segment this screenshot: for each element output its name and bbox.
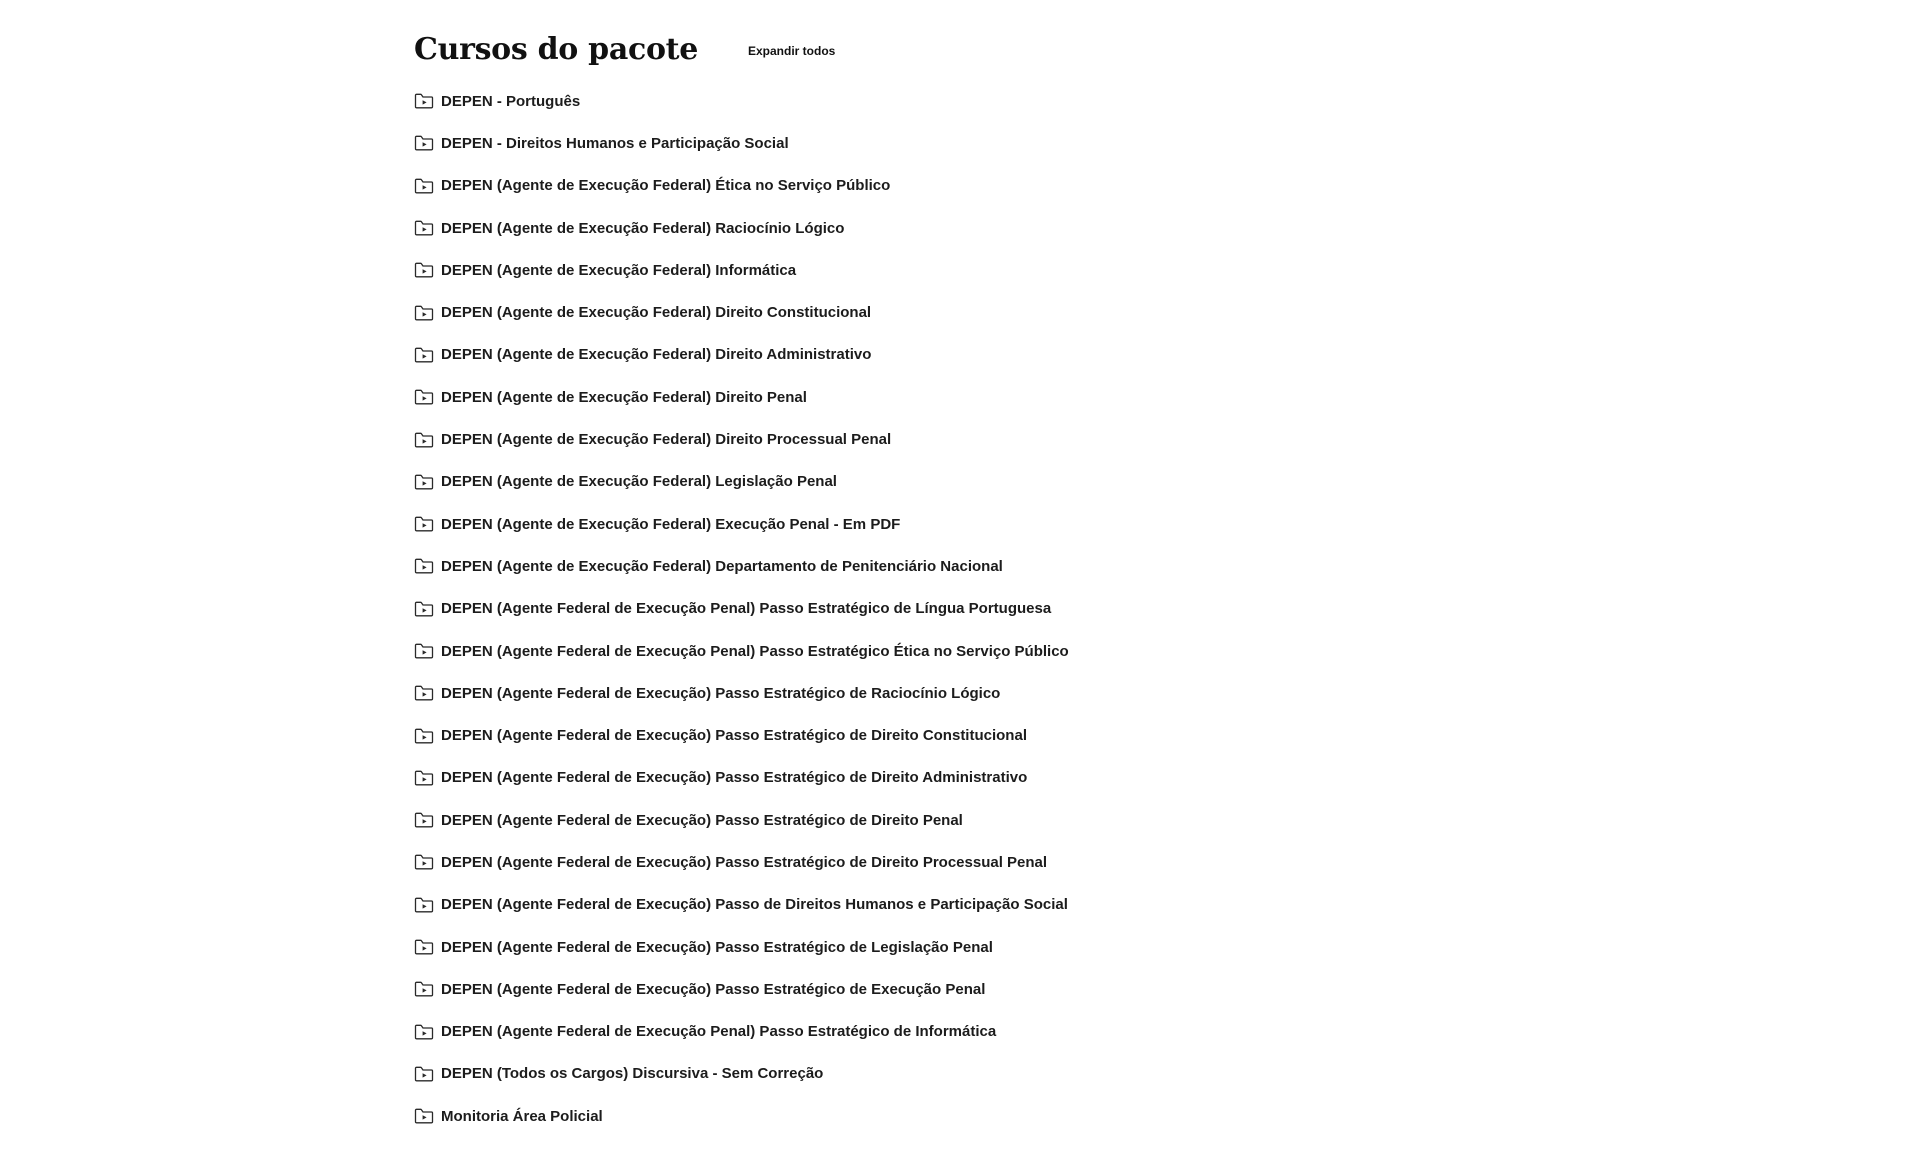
course-item[interactable]: [414, 1095, 1514, 1137]
course-label: DEPEN (Agente Federal de Execução) Passo de Direitos Humanos e Participação Social: [441, 896, 1068, 914]
course-label: DEPEN (Agente Federal de Execução) Passo Estratégico de Direito Constitucional: [441, 727, 1027, 745]
course-item[interactable]: [414, 545, 1514, 587]
course-item[interactable]: [414, 122, 1514, 164]
folder-play-icon: [414, 685, 434, 701]
course-label: DEPEN (Agente de Execução Federal) Direito Processual Penal: [441, 431, 892, 449]
folder-play-icon: [414, 305, 434, 321]
folder-play-icon: [414, 728, 434, 744]
course-label: DEPEN (Agente de Execução Federal) Direito Constitucional: [441, 304, 872, 322]
folder-play-icon: [414, 93, 434, 109]
folder-play-icon: [414, 516, 434, 532]
course-label: DEPEN (Agente Federal de Execução Penal) Passo Estratégico de Língua Portuguesa: [441, 600, 1052, 618]
course-label: DEPEN (Agente Federal de Execução) Passo Estratégico de Execução Penal: [441, 980, 986, 998]
course-label: DEPEN (Agente de Execução Federal) Ética no Serviço Público: [441, 177, 891, 195]
folder-play-icon: [414, 262, 434, 278]
course-item[interactable]: [414, 418, 1514, 460]
folder-play-icon: [414, 981, 434, 997]
course-label: DEPEN (Agente de Execução Federal) Direito Penal: [441, 388, 807, 406]
folder-play-icon: [414, 643, 434, 659]
course-item[interactable]: [414, 714, 1514, 756]
course-item[interactable]: [414, 884, 1514, 926]
folder-play-icon: [414, 1066, 434, 1082]
folder-play-icon: [414, 389, 434, 405]
course-label: Monitoria Área Policial: [441, 1107, 603, 1125]
course-item[interactable]: [414, 291, 1514, 333]
course-item[interactable]: [414, 376, 1514, 418]
course-label: DEPEN (Agente Federal de Execução) Passo Estratégico de Direito Penal: [441, 811, 963, 829]
course-label: DEPEN (Agente de Execução Federal) Departamento de Penitenciário Nacional: [441, 557, 1003, 575]
folder-play-icon: [414, 220, 434, 236]
course-label: DEPEN (Agente de Execução Federal) Raciocínio Lógico: [441, 219, 845, 237]
folder-play-icon: [414, 432, 434, 448]
course-label: DEPEN (Agente Federal de Execução) Passo Estratégico de Direito Processual Penal: [441, 853, 1048, 871]
folder-play-icon: [414, 897, 434, 913]
folder-play-icon: [414, 812, 434, 828]
course-item[interactable]: [414, 249, 1514, 291]
course-item[interactable]: [414, 461, 1514, 503]
folder-play-icon: [414, 770, 434, 786]
course-label: DEPEN (Agente de Execução Federal) Execução Penal - Em PDF: [441, 515, 901, 533]
folder-play-icon: [414, 601, 434, 617]
course-item[interactable]: [414, 841, 1514, 883]
course-label: DEPEN (Agente de Execução Federal) Informática: [441, 261, 797, 279]
course-label: DEPEN (Agente Federal de Execução Penal) Passo Estratégico Ética no Serviço Público: [441, 642, 1069, 660]
course-label: DEPEN (Agente Federal de Execução) Passo Estratégico de Legislação Penal: [441, 938, 993, 956]
course-item[interactable]: [414, 799, 1514, 841]
package-courses-section: [414, 28, 1514, 1137]
course-item[interactable]: [414, 926, 1514, 968]
folder-play-icon: [414, 939, 434, 955]
folder-play-icon: [414, 1024, 434, 1040]
course-item[interactable]: [414, 165, 1514, 207]
folder-play-icon: [414, 854, 434, 870]
folder-play-icon: [414, 474, 434, 490]
course-item[interactable]: [414, 672, 1514, 714]
section-title: Cursos do pacote: [414, 31, 698, 67]
course-item[interactable]: [414, 1053, 1514, 1095]
course-label: DEPEN (Agente de Execução Federal) Legislação Penal: [441, 473, 837, 491]
course-item[interactable]: [414, 80, 1514, 122]
course-label: DEPEN (Agente Federal de Execução) Passo Estratégico de Direito Administrativo: [441, 769, 1028, 787]
course-item[interactable]: [414, 334, 1514, 376]
course-item[interactable]: [414, 503, 1514, 545]
folder-play-icon: [414, 558, 434, 574]
course-item[interactable]: [414, 630, 1514, 672]
folder-play-icon: [414, 347, 434, 363]
course-label: DEPEN (Agente Federal de Execução) Passo Estratégico de Raciocínio Lógico: [441, 684, 1001, 702]
course-item[interactable]: [414, 588, 1514, 630]
course-item[interactable]: [414, 757, 1514, 799]
course-item[interactable]: [414, 1011, 1514, 1053]
course-label: DEPEN (Agente de Execução Federal) Direito Administrativo: [441, 346, 872, 364]
folder-play-icon: [414, 135, 434, 151]
course-label: DEPEN - Direitos Humanos e Participação Social: [441, 134, 789, 152]
expand-all-button[interactable]: Expandir todos: [748, 44, 836, 58]
course-list: [414, 80, 1514, 1137]
section-header: [414, 28, 1514, 70]
folder-play-icon: [414, 178, 434, 194]
course-label: DEPEN (Agente Federal de Execução Penal) Passo Estratégico de Informática: [441, 1023, 997, 1041]
course-label: DEPEN (Todos os Cargos) Discursiva - Sem Correção: [441, 1065, 824, 1083]
course-item[interactable]: [414, 968, 1514, 1010]
folder-play-icon: [414, 1108, 434, 1124]
course-item[interactable]: [414, 207, 1514, 249]
course-label: DEPEN - Português: [441, 92, 581, 110]
